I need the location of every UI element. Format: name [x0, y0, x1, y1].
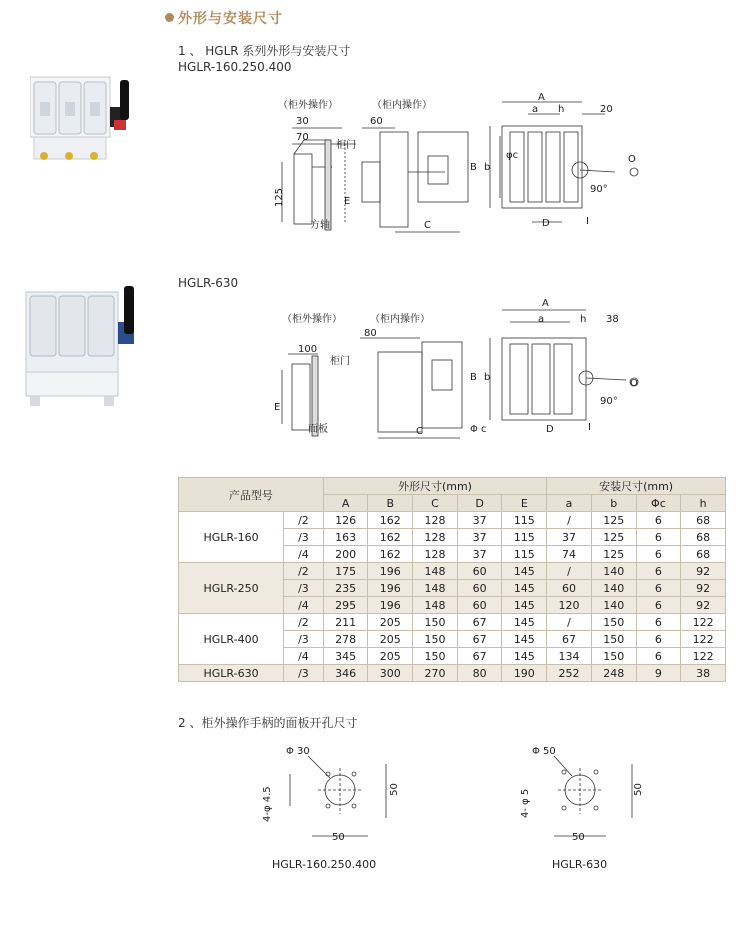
- variant-cell: /3: [284, 580, 324, 597]
- variant-cell: /2: [284, 614, 324, 631]
- table-cell: 6: [636, 529, 681, 546]
- table-cell: 37: [457, 546, 502, 563]
- dim-70: 70: [296, 132, 309, 143]
- table-cell: 92: [681, 580, 726, 597]
- table-cell: 148: [413, 580, 458, 597]
- table-cell: 74: [547, 546, 592, 563]
- dim-A: A: [538, 92, 545, 103]
- spec-table: [178, 477, 726, 682]
- table-cell: 6: [636, 546, 681, 563]
- dim-30: 30: [296, 116, 309, 127]
- cutout-right-holes: 4- φ 5: [520, 788, 531, 818]
- dimension-diagram-a: [270, 92, 730, 242]
- table-cell: 145: [502, 648, 547, 665]
- table-cell: 92: [681, 597, 726, 614]
- bullet-dot-icon: [165, 13, 174, 22]
- table-cell: 205: [368, 648, 413, 665]
- table-cell: 145: [502, 597, 547, 614]
- dim-B-b: B: [470, 372, 477, 383]
- model-name-cell: HGLR-400: [179, 614, 284, 665]
- dim-38: 38: [606, 314, 619, 325]
- label-square-shaft: 方轴: [310, 220, 330, 231]
- table-cell: 38: [681, 665, 726, 682]
- dim-h: h: [558, 104, 565, 115]
- column-header: A: [323, 495, 368, 512]
- variant-cell: /4: [284, 546, 324, 563]
- table-cell: 145: [502, 631, 547, 648]
- table-cell: 163: [323, 529, 368, 546]
- table-cell: 125: [591, 546, 636, 563]
- variant-cell: /4: [284, 597, 324, 614]
- model-name-cell: HGLR-630: [179, 665, 284, 682]
- table-cell: 148: [413, 563, 458, 580]
- table-cell: 140: [591, 580, 636, 597]
- label-I-b: I: [588, 422, 591, 433]
- table-cell: 60: [457, 563, 502, 580]
- table-cell: 6: [636, 563, 681, 580]
- table-cell: 278: [323, 631, 368, 648]
- dim-E: E: [344, 196, 351, 207]
- table-cell: 200: [323, 546, 368, 563]
- table-cell: 150: [591, 614, 636, 631]
- column-header: B: [368, 495, 413, 512]
- column-header: Φc: [636, 495, 681, 512]
- label-outside-operation-b: （柜外操作）: [282, 314, 342, 325]
- column-header: a: [547, 495, 592, 512]
- table-cell: 37: [457, 529, 502, 546]
- table-cell: 122: [681, 648, 726, 665]
- label-inside-operation-b: （柜内操作）: [370, 314, 430, 325]
- cutout-right-caption: HGLR-630: [552, 858, 608, 871]
- table-cell: 150: [413, 631, 458, 648]
- table-cell: 9: [636, 665, 681, 682]
- dimension-diagram-b: [270, 298, 730, 446]
- model-b-label: HGLR-630: [178, 276, 239, 290]
- cutout-left-width: 50: [332, 832, 345, 843]
- model-a-label: HGLR-160.250.400: [178, 60, 292, 74]
- column-header: b: [591, 495, 636, 512]
- model-name-cell: HGLR-250: [179, 563, 284, 614]
- dim-80: 80: [364, 328, 377, 339]
- table-cell: 145: [502, 563, 547, 580]
- dim-b-b: b: [484, 372, 491, 383]
- table-cell: 67: [457, 614, 502, 631]
- dim-C-b: C: [416, 426, 423, 437]
- dim-E-b: E: [274, 402, 281, 413]
- part2-heading: 2 、柜外操作手柄的面板开孔尺寸: [178, 716, 358, 730]
- column-header: h: [681, 495, 726, 512]
- header-model: 产品型号: [179, 478, 324, 512]
- table-cell: 68: [681, 512, 726, 529]
- table-cell: 122: [681, 631, 726, 648]
- table-cell: 6: [636, 648, 681, 665]
- dim-20: 20: [600, 104, 613, 115]
- cutout-right-height: 50: [632, 783, 644, 796]
- table-cell: 80: [457, 665, 502, 682]
- label-cabinet-door: 柜门: [336, 140, 356, 151]
- table-cell: 150: [413, 614, 458, 631]
- dim-D-b: D: [546, 424, 554, 435]
- dim-phi-c-b: Φ c: [470, 424, 487, 435]
- table-cell: 235: [323, 580, 368, 597]
- table-row: [179, 614, 726, 631]
- table-cell: 252: [547, 665, 592, 682]
- table-row: [179, 665, 726, 682]
- dim-B: B: [470, 162, 477, 173]
- dim-h-b: h: [580, 314, 587, 325]
- table-cell: /: [547, 563, 592, 580]
- dim-phi-c: φc: [506, 150, 519, 161]
- dim-60: 60: [370, 116, 383, 127]
- variant-cell: /3: [284, 631, 324, 648]
- table-cell: 115: [502, 529, 547, 546]
- variant-cell: /2: [284, 512, 324, 529]
- product-photo-hglr-160-400: [30, 72, 140, 172]
- table-cell: 115: [502, 546, 547, 563]
- table-cell: /: [547, 512, 592, 529]
- table-cell: 145: [502, 614, 547, 631]
- table-cell: 68: [681, 529, 726, 546]
- table-cell: 6: [636, 631, 681, 648]
- table-cell: 196: [368, 597, 413, 614]
- table-cell: 128: [413, 529, 458, 546]
- cutout-left-height: 50: [388, 783, 400, 796]
- dim-125: 125: [274, 187, 286, 208]
- table-cell: 162: [368, 529, 413, 546]
- table-cell: 248: [591, 665, 636, 682]
- table-cell: 6: [636, 580, 681, 597]
- table-row: [179, 512, 726, 529]
- dim-D: D: [542, 218, 550, 229]
- header-install-dimensions: 安装尺寸(mm): [547, 478, 726, 495]
- label-O: O: [628, 154, 636, 165]
- table-cell: 211: [323, 614, 368, 631]
- table-cell: 205: [368, 614, 413, 631]
- cutout-right-width: 50: [572, 832, 585, 843]
- table-cell: 190: [502, 665, 547, 682]
- angle-90-b: 90°: [600, 396, 618, 407]
- column-header: C: [413, 495, 458, 512]
- table-cell: 120: [547, 597, 592, 614]
- table-cell: 150: [413, 648, 458, 665]
- variant-cell: /3: [284, 529, 324, 546]
- column-header: E: [502, 495, 547, 512]
- table-cell: 115: [502, 512, 547, 529]
- label-O-b: O: [630, 378, 638, 389]
- label-outside-operation: （柜外操作）: [278, 100, 338, 111]
- header-outer-dimensions: 外形尺寸(mm): [323, 478, 546, 495]
- cutout-left-holes: 4-φ 4.5: [262, 786, 273, 822]
- table-cell: 150: [591, 631, 636, 648]
- table-cell: 60: [457, 580, 502, 597]
- table-cell: 140: [591, 597, 636, 614]
- dim-b: b: [484, 162, 491, 173]
- section-title: 外形与安装尺寸: [165, 8, 283, 28]
- table-cell: 125: [591, 529, 636, 546]
- table-row: [179, 563, 726, 580]
- variant-cell: /3: [284, 665, 324, 682]
- label-I: I: [586, 216, 589, 227]
- panel-cutout-drawing-right: [518, 744, 648, 844]
- table-cell: 148: [413, 597, 458, 614]
- table-cell: 140: [591, 563, 636, 580]
- dim-100: 100: [298, 344, 318, 355]
- table-cell: 60: [547, 580, 592, 597]
- table-cell: 128: [413, 512, 458, 529]
- table-cell: 300: [368, 665, 413, 682]
- table-cell: 346: [323, 665, 368, 682]
- table-cell: 196: [368, 563, 413, 580]
- table-cell: 162: [368, 546, 413, 563]
- table-cell: 122: [681, 614, 726, 631]
- variant-cell: /4: [284, 648, 324, 665]
- part1-heading: 1 、 HGLR 系列外形与安装尺寸: [178, 44, 351, 58]
- panel-cutout-drawing-left: [262, 744, 400, 844]
- cutout-right-diameter: Φ 50: [532, 746, 556, 757]
- table-cell: 295: [323, 597, 368, 614]
- table-cell: 60: [457, 597, 502, 614]
- product-photo-hglr-630: [24, 282, 146, 410]
- cutout-left-diameter: Φ 30: [286, 746, 310, 757]
- table-cell: 345: [323, 648, 368, 665]
- table-cell: 128: [413, 546, 458, 563]
- table-cell: 196: [368, 580, 413, 597]
- table-cell: 68: [681, 546, 726, 563]
- table-cell: 205: [368, 631, 413, 648]
- table-cell: 67: [457, 648, 502, 665]
- variant-cell: /2: [284, 563, 324, 580]
- angle-90: 90°: [590, 184, 608, 195]
- spec-table-wrapper: [178, 477, 726, 682]
- dim-C: C: [424, 220, 431, 231]
- table-cell: 134: [547, 648, 592, 665]
- table-cell: 145: [502, 580, 547, 597]
- column-header: D: [457, 495, 502, 512]
- table-cell: 37: [457, 512, 502, 529]
- dim-a: a: [532, 104, 539, 115]
- table-cell: 270: [413, 665, 458, 682]
- table-cell: 150: [591, 648, 636, 665]
- dim-A-b: A: [542, 298, 549, 309]
- table-cell: 37: [547, 529, 592, 546]
- cutout-left-caption: HGLR-160.250.400: [272, 858, 377, 871]
- dim-a-b: a: [538, 314, 545, 325]
- table-cell: 67: [457, 631, 502, 648]
- spec-table-body: [179, 512, 726, 682]
- model-name-cell: HGLR-160: [179, 512, 284, 563]
- table-cell: 92: [681, 563, 726, 580]
- table-cell: 125: [591, 512, 636, 529]
- table-cell: 126: [323, 512, 368, 529]
- table-cell: 6: [636, 512, 681, 529]
- table-cell: 6: [636, 614, 681, 631]
- table-cell: 162: [368, 512, 413, 529]
- label-inside-operation: （柜内操作）: [372, 100, 432, 111]
- table-cell: 6: [636, 597, 681, 614]
- table-cell: 67: [547, 631, 592, 648]
- table-cell: 175: [323, 563, 368, 580]
- label-cabinet-door-b: 柜门: [330, 356, 350, 367]
- table-cell: /: [547, 614, 592, 631]
- label-panel: 面板: [308, 424, 328, 435]
